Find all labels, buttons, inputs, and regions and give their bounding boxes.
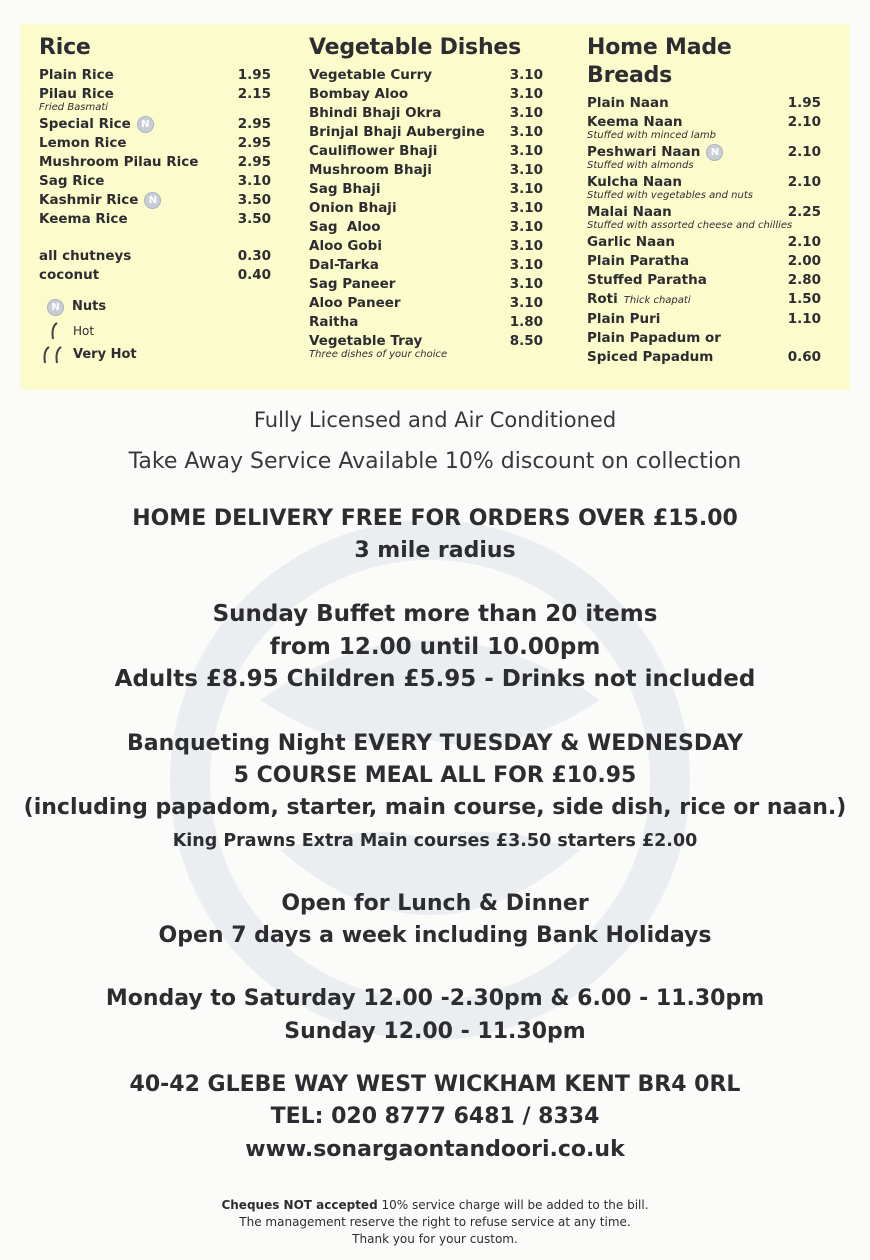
menu-item-left [39, 266, 99, 285]
menu-item-left [587, 310, 660, 329]
menu-item-left [587, 290, 691, 310]
menu-item-name: Vegetable Curry [309, 67, 433, 83]
menu-item-price: 3.10 [509, 257, 543, 273]
menu-item-name: Garlic Naan [587, 234, 675, 250]
menu-item [309, 237, 543, 256]
menu-item-left [309, 218, 381, 237]
refuse-note: The management reserve the right to refuse service at any time. [239, 1215, 631, 1229]
menu-item-note: Three dishes of your choice [309, 349, 448, 360]
menu-item-left [309, 256, 379, 275]
menu-item [39, 191, 271, 210]
thanks-note: Thank you for your custom. [352, 1232, 518, 1246]
menu-item-name: Spiced Papadum [587, 349, 714, 365]
menu-item-left [587, 233, 675, 252]
open-line-2: Open 7 days a week including Bank Holidays [158, 923, 712, 948]
menu-item [39, 66, 271, 85]
menu-item-price: 2.95 [237, 116, 271, 132]
hours-line-2: Sunday 12.00 - 11.30pm [284, 1019, 586, 1044]
chilli-icon [39, 321, 67, 341]
menu-item-name: all chutneys [39, 248, 132, 264]
menu-item-name: Sag Bhaji [309, 181, 381, 197]
menu-item-name: Raitha [309, 314, 359, 330]
menu-item [309, 294, 543, 313]
menu-item-name: Lemon Rice [39, 135, 127, 151]
menu-item-price: 1.95 [787, 95, 821, 111]
menu-item [39, 153, 271, 172]
menu-item [39, 210, 271, 229]
menu-item-name: Aloo Paneer [309, 295, 401, 311]
menu-item-name: Pilau Rice [39, 86, 114, 102]
menu-item-inline-note: Thick chapati [623, 295, 691, 306]
menu-item [309, 180, 543, 199]
menu-item [587, 252, 821, 271]
menu-item-name: Dal-Tarka [309, 257, 379, 273]
menu-item [309, 85, 543, 104]
menu-item-left [309, 180, 380, 199]
menu-item-left [309, 199, 397, 218]
address: 40-42 GLEBE WAY WEST WICKHAM KENT BR4 0RL [129, 1072, 741, 1097]
menu-item-left [309, 66, 432, 85]
menu-item [309, 161, 543, 180]
menu-item-name: Plain Rice [39, 67, 114, 83]
service-charge-note: 10% service charge will be added to the bill. [381, 1198, 649, 1212]
menu-item-price: 3.10 [509, 238, 543, 254]
menu-item-left [587, 348, 713, 367]
menu-item-left [39, 191, 161, 210]
menu-item-name: Malai Naan [587, 204, 672, 220]
menu-item-note: Stuffed with almonds [587, 160, 694, 171]
cheques-note: Cheques NOT accepted [221, 1198, 378, 1212]
banquet-line-1: Banqueting Night EVERY TUESDAY & WEDNESDAY [127, 731, 743, 756]
breads-list [587, 94, 821, 367]
menu-item-price: 3.10 [509, 162, 543, 178]
footer-line-1 [0, 1196, 870, 1214]
menu-item-price: 3.10 [509, 200, 543, 216]
banquet-line-2: 5 COURSE MEAL ALL FOR £10.95 [233, 763, 637, 788]
menu-item-price: 1.80 [509, 314, 543, 330]
menu-item-name: coconut [39, 267, 100, 283]
legend-very-hot-label: Very Hot [73, 347, 137, 362]
menu-item-name: Stuffed Paratha [587, 272, 707, 288]
menu-item-price: 3.10 [509, 67, 543, 83]
buffet-line-3: Adults £8.95 Children £5.95 - Drinks not included [114, 666, 756, 692]
menu-item-price: 3.10 [509, 124, 543, 140]
menu-item [309, 256, 543, 275]
menu-item [587, 233, 821, 252]
menu-item-price: 2.15 [237, 86, 271, 102]
legend-nuts-label: Nuts [72, 299, 107, 314]
menu-item-name: Keema Rice [39, 211, 128, 227]
buffet-line-2: from 12.00 until 10.00pm [269, 634, 601, 660]
menu-item-name: Vegetable Tray [309, 333, 423, 349]
menu-item-price: 3.10 [509, 219, 543, 235]
menu-item-name: Plain Paratha [587, 253, 690, 269]
menu-item [587, 290, 821, 310]
menu-item-price: 0.60 [787, 349, 821, 365]
menu-item-name: Special Rice [39, 116, 131, 132]
menu-item-left [39, 153, 198, 172]
breads-column [587, 34, 821, 367]
menu-item-name: Plain Papadum or [587, 330, 721, 346]
menu-item-left [39, 115, 154, 134]
menu-item-name: Bhindi Bhaji Okra [309, 105, 442, 121]
menu-item-name: Kulcha Naan [587, 174, 683, 190]
menu-item [309, 123, 543, 142]
menu-item-left [309, 104, 441, 123]
menu-item-price: 2.95 [237, 154, 271, 170]
menu-item-note: Stuffed with vegetables and nuts [587, 190, 753, 201]
vegetable-list [309, 66, 543, 360]
menu-item-price: 3.10 [509, 86, 543, 102]
menu-item-left [39, 172, 104, 191]
menu-item-price: 3.10 [509, 276, 543, 292]
menu-item-left [39, 66, 114, 85]
menu-item-price: 8.50 [509, 333, 543, 349]
menu-item [587, 348, 821, 367]
menu-item-left [309, 294, 401, 313]
menu-item-price: 3.50 [237, 211, 271, 227]
menu-item-note: Stuffed with assorted cheese and chillies [587, 220, 793, 231]
delivery-line-1: HOME DELIVERY FREE FOR ORDERS OVER £15.00 [132, 506, 738, 531]
menu-item-left [309, 275, 395, 294]
menu-item-name: Mushroom Pilau Rice [39, 154, 199, 170]
vegetable-column [309, 34, 543, 362]
menu-item [309, 218, 543, 237]
menu-item-price: 3.10 [509, 181, 543, 197]
nuts-icon: N [144, 192, 161, 209]
menu-item-name: Roti [587, 291, 618, 307]
menu-item-price: 2.25 [787, 204, 821, 220]
menu-item [309, 104, 543, 123]
menu-item-name: Sag Paneer [309, 276, 396, 292]
menu-item [587, 94, 821, 113]
menu-item [309, 313, 543, 332]
menu-item-left [309, 161, 432, 180]
menu-item-name: Plain Puri [587, 311, 661, 327]
rice-heading: Rice [39, 35, 91, 60]
menu-item-name: Bombay Aloo [309, 86, 409, 102]
menu-item-name: Sag Rice [39, 173, 105, 189]
menu-item-price: 2.95 [237, 135, 271, 151]
menu-item-name: Mushroom Bhaji [309, 162, 432, 178]
menu-item-price: 3.10 [509, 295, 543, 311]
legend-hot [39, 319, 271, 343]
delivery-line-2: 3 mile radius [354, 538, 516, 563]
menu-item-note: Fried Basmati [39, 102, 109, 113]
menu-item-name: Sag Aloo [309, 219, 381, 235]
legend-nuts [39, 295, 271, 319]
menu-item-name: Plain Naan [587, 95, 669, 111]
menu-item-price: 0.30 [237, 248, 271, 264]
menu-item [309, 66, 543, 85]
menu-item-left [309, 237, 382, 256]
menu-item [587, 271, 821, 290]
menu-item [39, 172, 271, 191]
menu-item-name: Kashmir Rice [39, 192, 139, 208]
menu-item-left [587, 329, 721, 348]
legend [39, 295, 271, 367]
menu-item-price: 3.50 [237, 192, 271, 208]
menu-item-left [309, 85, 408, 104]
menu-item-left [39, 134, 127, 153]
menu-item-left [587, 271, 707, 290]
nuts-icon: N [706, 144, 723, 161]
menu-item [39, 115, 271, 134]
menu-item-price: 2.00 [787, 253, 821, 269]
telephone: TEL: 020 8777 6481 / 8334 [270, 1104, 600, 1129]
menu-item-price: 3.10 [509, 143, 543, 159]
vegetable-heading: Vegetable Dishes [309, 35, 522, 60]
takeaway-text: Take Away Service Available 10% discount on collection [128, 449, 742, 474]
nuts-icon: N [47, 299, 64, 316]
menu-item-left [309, 142, 437, 161]
menu-item-price: 1.50 [787, 291, 821, 307]
menu-item-price: 1.10 [787, 311, 821, 327]
menu-item-price: 2.10 [787, 144, 821, 160]
menu-item-name: Brinjal Bhaji Aubergine [309, 124, 485, 140]
menu-item-left [39, 210, 128, 229]
menu-item [39, 134, 271, 153]
open-line-1: Open for Lunch & Dinner [281, 891, 589, 916]
menu-item-price: 1.95 [237, 67, 271, 83]
menu-item [309, 142, 543, 161]
licensed-text: Fully Licensed and Air Conditioned [253, 408, 617, 432]
menu-item [587, 329, 821, 348]
menu-item-price: 2.80 [787, 272, 821, 288]
menu-item-price: 2.10 [787, 234, 821, 250]
menu-item-left [309, 123, 485, 142]
menu-item-price: 0.40 [237, 267, 271, 283]
menu-item-name: Aloo Gobi [309, 238, 382, 254]
menu-item-name: Keema Naan [587, 114, 683, 130]
menu-item-price: 3.10 [237, 173, 271, 189]
menu-item-left [39, 247, 131, 266]
menu-item-name: Cauliflower Bhaji [309, 143, 438, 159]
rice-column [39, 34, 271, 367]
hours-line-1: Monday to Saturday 12.00 -2.30pm & 6.00 - 11.30pm [105, 986, 765, 1011]
menu-item-note: Stuffed with minced lamb [587, 130, 716, 141]
legend-hot-label: Hot [73, 324, 95, 338]
buffet-line-1: Sunday Buffet more than 20 items [212, 601, 658, 627]
legend-very-hot [39, 343, 271, 367]
menu-item-price: 2.10 [787, 114, 821, 130]
rice-list [39, 66, 271, 229]
menu-item-name: Peshwari Naan [587, 144, 701, 160]
menu-item-left [309, 313, 358, 332]
extras-list [39, 247, 271, 285]
menu-item [587, 310, 821, 329]
menu-item-left [587, 94, 669, 113]
breads-heading: Home Made Breads [587, 35, 732, 88]
banquet-line-3: (including papadom, starter, main course, side dish, rice or naan.) [23, 795, 847, 820]
website-link[interactable]: www.sonargaontandoori.co.uk [245, 1137, 625, 1162]
menu-panel [20, 24, 850, 390]
menu-item [309, 199, 543, 218]
menu-item-name: Onion Bhaji [309, 200, 397, 216]
menu-item-left [587, 252, 689, 271]
menu-item [309, 275, 543, 294]
double-chilli-icon [39, 345, 67, 365]
nuts-icon: N [137, 116, 154, 133]
menu-item [39, 247, 271, 266]
menu-item [39, 266, 271, 285]
menu-item-price: 2.10 [787, 174, 821, 190]
banquet-line-4: King Prawns Extra Main courses £3.50 starters £2.00 [172, 831, 698, 851]
menu-item-price: 3.10 [509, 105, 543, 121]
